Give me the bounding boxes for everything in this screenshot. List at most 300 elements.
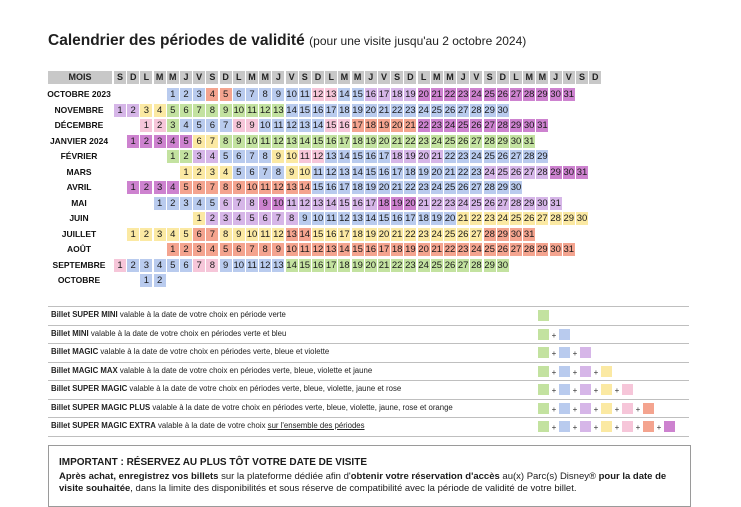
day-cell: 24 bbox=[471, 89, 482, 100]
day-cell: 13 bbox=[286, 135, 297, 147]
day-cell: 17 bbox=[339, 182, 350, 193]
day-cell: 31 bbox=[523, 135, 535, 147]
weekday-header: J bbox=[365, 71, 377, 84]
day-cell: 21 bbox=[431, 151, 443, 162]
plus-sign: + bbox=[614, 404, 620, 414]
day-cell: 4 bbox=[206, 150, 218, 163]
day-cell: 29 bbox=[537, 151, 548, 162]
day-cell: 23 bbox=[418, 135, 429, 147]
weekday-header: L bbox=[510, 71, 522, 84]
day-cell: 9 bbox=[272, 88, 284, 101]
day-cell: 27 bbox=[484, 120, 495, 131]
day-cell: 3 bbox=[140, 259, 152, 272]
day-cell: 15 bbox=[312, 135, 324, 147]
day-cell: 4 bbox=[167, 228, 179, 241]
important-notice bbox=[48, 445, 691, 507]
day-cell: 11 bbox=[299, 151, 310, 162]
day-cell: 2 bbox=[180, 88, 192, 101]
day-cell: 5 bbox=[220, 88, 232, 101]
plus-sign: + bbox=[572, 404, 578, 414]
day-cell: 8 bbox=[259, 243, 271, 256]
calendar-header-label: MOIS bbox=[48, 71, 112, 84]
day-cell: 18 bbox=[339, 104, 350, 116]
day-cell: 28 bbox=[484, 228, 495, 240]
period-swatch-green bbox=[538, 403, 549, 414]
day-cell: 24 bbox=[457, 197, 469, 209]
day-cell: 1 bbox=[180, 166, 192, 179]
period-swatches bbox=[538, 421, 675, 432]
month-label: SEPTEMBRE bbox=[52, 259, 106, 270]
day-cell: 2 bbox=[127, 259, 139, 272]
period-swatch-violet bbox=[580, 421, 591, 432]
day-cell: 29 bbox=[523, 197, 535, 209]
day-cell: 17 bbox=[405, 213, 416, 224]
day-cell: 24 bbox=[431, 228, 443, 240]
day-cell: 24 bbox=[418, 104, 429, 116]
day-cell: 24 bbox=[431, 182, 443, 193]
day-cell: 13 bbox=[286, 228, 297, 240]
day-cell: 5 bbox=[233, 166, 245, 179]
day-cell: 13 bbox=[273, 259, 284, 271]
day-cell: 7 bbox=[246, 88, 258, 101]
day-cell: 24 bbox=[444, 120, 456, 131]
weekday-header: L bbox=[325, 71, 337, 84]
day-cell: 19 bbox=[431, 213, 443, 224]
day-cell: 25 bbox=[457, 120, 469, 131]
day-cell: 10 bbox=[233, 259, 245, 271]
period-swatches bbox=[538, 403, 654, 414]
period-swatch-violet bbox=[580, 384, 591, 395]
day-cell: 28 bbox=[537, 166, 548, 178]
day-cell: 25 bbox=[444, 228, 456, 240]
day-cell: 20 bbox=[444, 213, 456, 224]
day-cell: 18 bbox=[365, 120, 377, 131]
period-swatch-pink bbox=[622, 403, 633, 414]
important-title: IMPORTANT : RÉSERVEZ AU PLUS TÔT VOTRE DATE DE VISITE bbox=[59, 457, 367, 468]
day-cell: 30 bbox=[497, 104, 509, 116]
ticket-row bbox=[48, 362, 689, 381]
weekday-header: M bbox=[246, 71, 258, 84]
ticket-row bbox=[48, 343, 689, 362]
day-cell: 31 bbox=[523, 228, 535, 240]
day-cell: 1 bbox=[193, 212, 205, 225]
day-cell: 23 bbox=[457, 244, 469, 255]
day-cell: 5 bbox=[167, 259, 179, 272]
day-cell: 14 bbox=[339, 151, 350, 162]
day-cell: 6 bbox=[259, 212, 271, 225]
day-cell: 16 bbox=[312, 104, 324, 116]
day-cell: 9 bbox=[233, 135, 245, 148]
day-cell: 23 bbox=[457, 89, 469, 100]
day-cell: 1 bbox=[127, 181, 139, 194]
day-cell: 7 bbox=[206, 228, 218, 241]
period-swatches bbox=[538, 384, 633, 395]
day-cell: 2 bbox=[180, 243, 192, 256]
day-cell: 19 bbox=[391, 197, 403, 209]
day-cell: 21 bbox=[405, 120, 416, 131]
period-swatch-yellow bbox=[601, 366, 612, 377]
day-cell: 26 bbox=[457, 228, 469, 240]
day-cell: 23 bbox=[471, 166, 482, 178]
ticket-row bbox=[48, 399, 689, 418]
day-cell: 2 bbox=[140, 135, 152, 148]
month-label: JUIN bbox=[69, 213, 89, 223]
day-cell: 28 bbox=[484, 182, 495, 193]
day-cell: 10 bbox=[259, 120, 271, 131]
day-cell: 27 bbox=[457, 104, 469, 116]
ticket-row bbox=[48, 380, 689, 399]
day-cell: 6 bbox=[193, 228, 205, 241]
plus-sign: + bbox=[551, 404, 557, 414]
day-cell: 25 bbox=[484, 89, 495, 100]
day-cell: 20 bbox=[365, 104, 377, 116]
period-swatch-green bbox=[538, 329, 549, 340]
weekday-header: V bbox=[286, 71, 298, 84]
period-swatch-blue bbox=[559, 366, 570, 377]
day-cell: 28 bbox=[523, 244, 535, 255]
ticket-row bbox=[48, 325, 689, 344]
weekday-header: V bbox=[470, 71, 482, 84]
day-cell: 29 bbox=[550, 166, 561, 178]
day-cell: 18 bbox=[391, 89, 403, 100]
day-cell: 22 bbox=[405, 228, 416, 240]
weekday-header: M bbox=[167, 71, 179, 84]
month-label: OCTOBRE bbox=[57, 275, 101, 285]
day-cell: 21 bbox=[418, 197, 429, 209]
day-cell: 4 bbox=[206, 243, 218, 256]
period-swatch-yellow bbox=[601, 421, 612, 432]
ticket-validity-text: valable à la date de votre choix en périodes verte et bleu bbox=[88, 328, 287, 338]
day-cell: 1 bbox=[154, 197, 166, 210]
day-cell: 27 bbox=[457, 259, 469, 271]
day-cell: 26 bbox=[457, 182, 469, 193]
day-cell: 5 bbox=[220, 150, 232, 163]
day-cell: 14 bbox=[339, 89, 350, 100]
day-cell: 6 bbox=[180, 259, 192, 272]
plus-sign: + bbox=[551, 349, 557, 358]
day-cell: 27 bbox=[510, 244, 522, 255]
day-cell: 19 bbox=[365, 228, 377, 240]
day-cell: 21 bbox=[431, 89, 443, 100]
period-swatch-blue bbox=[559, 384, 570, 395]
day-cell: 7 bbox=[272, 212, 284, 225]
day-cell: 30 bbox=[510, 135, 522, 147]
day-cell: 10 bbox=[273, 197, 284, 209]
day-cell: 23 bbox=[444, 197, 456, 209]
day-cell: 27 bbox=[471, 182, 482, 193]
day-cell: 11 bbox=[260, 135, 271, 147]
day-cell: 24 bbox=[418, 259, 429, 271]
day-cell: 28 bbox=[523, 89, 535, 100]
ticket-validity-text: valable à la date de votre choix en périodes verte, bleue, violette, jaune et rose bbox=[127, 384, 402, 393]
day-cell: 14 bbox=[286, 259, 297, 271]
plus-sign: + bbox=[593, 386, 599, 395]
plus-sign: + bbox=[572, 367, 578, 377]
day-cell: 2 bbox=[154, 119, 166, 132]
day-cell: 28 bbox=[497, 120, 509, 131]
day-cell: 29 bbox=[497, 135, 509, 147]
period-swatch-orange bbox=[643, 421, 654, 432]
weekday-header: V bbox=[193, 71, 205, 84]
day-cell: 30 bbox=[550, 244, 561, 255]
ticket-name: Billet MINI bbox=[51, 328, 89, 338]
day-cell: 10 bbox=[286, 151, 297, 162]
day-cell: 27 bbox=[510, 151, 522, 162]
ticket-description bbox=[51, 366, 372, 375]
day-cell: 22 bbox=[457, 166, 469, 178]
day-cell: 28 bbox=[510, 197, 522, 209]
day-cell: 1 bbox=[167, 88, 179, 101]
day-cell: 18 bbox=[391, 151, 403, 162]
ticket-name: Billet SUPER MINI bbox=[51, 310, 118, 319]
day-cell: 7 bbox=[206, 181, 218, 194]
day-cell: 20 bbox=[418, 89, 429, 100]
day-cell: 12 bbox=[312, 244, 324, 255]
day-cell: 12 bbox=[259, 259, 271, 271]
day-cell: 8 bbox=[272, 166, 284, 179]
day-cell: 5 bbox=[193, 119, 205, 132]
day-cell: 13 bbox=[273, 104, 284, 116]
day-cell: 29 bbox=[497, 182, 509, 193]
day-cell: 7 bbox=[259, 166, 271, 179]
day-cell: 11 bbox=[299, 244, 310, 255]
day-cell: 25 bbox=[471, 197, 482, 209]
day-cell: 31 bbox=[563, 244, 575, 255]
day-cell: 8 bbox=[259, 150, 271, 163]
day-cell: 30 bbox=[510, 228, 522, 240]
day-cell: 13 bbox=[325, 244, 337, 255]
day-cell: 16 bbox=[391, 213, 403, 224]
day-cell: 20 bbox=[365, 259, 377, 271]
day-cell: 21 bbox=[444, 166, 456, 178]
day-cell: 26 bbox=[444, 104, 456, 116]
day-cell: 12 bbox=[273, 135, 284, 147]
day-cell: 15 bbox=[312, 182, 324, 193]
weekday-header: V bbox=[378, 71, 390, 84]
day-cell: 29 bbox=[497, 228, 509, 240]
ticket-description bbox=[51, 310, 286, 319]
weekday-header: D bbox=[127, 71, 139, 84]
period-swatch-pink bbox=[622, 384, 633, 395]
day-cell: 21 bbox=[391, 228, 403, 240]
weekday-header: M bbox=[259, 71, 271, 84]
day-cell: 5 bbox=[246, 212, 258, 225]
weekday-header: L bbox=[140, 71, 152, 84]
day-cell: 14 bbox=[312, 120, 324, 131]
day-cell: 4 bbox=[154, 104, 166, 117]
ticket-validity-text: valable à la date de votre choix en périodes verte, bleue, violette et jaune bbox=[117, 365, 373, 375]
day-cell: 20 bbox=[418, 244, 429, 255]
ticket-row bbox=[48, 417, 689, 437]
day-cell: 19 bbox=[418, 166, 429, 178]
day-cell: 5 bbox=[220, 243, 232, 256]
day-cell: 11 bbox=[286, 197, 297, 209]
day-cell: 8 bbox=[286, 212, 298, 225]
period-swatch-violet bbox=[580, 347, 591, 358]
day-cell: 12 bbox=[273, 228, 284, 240]
day-cell: 1 bbox=[114, 259, 126, 272]
day-cell: 16 bbox=[365, 151, 377, 162]
day-cell: 26 bbox=[484, 197, 495, 209]
day-cell: 26 bbox=[497, 151, 509, 162]
day-cell: 18 bbox=[352, 135, 363, 147]
day-cell: 11 bbox=[299, 89, 310, 100]
day-cell: 16 bbox=[325, 135, 337, 147]
day-cell: 12 bbox=[312, 89, 324, 100]
day-cell: 4 bbox=[167, 181, 179, 194]
day-cell: 29 bbox=[510, 120, 522, 131]
day-cell: 7 bbox=[246, 150, 258, 163]
day-cell: 3 bbox=[140, 104, 152, 117]
month-label: OCTOBRE 2023 bbox=[47, 89, 111, 99]
day-cell: 14 bbox=[299, 228, 311, 240]
period-swatches bbox=[538, 347, 591, 358]
ticket-name: Billet SUPER MAGIC bbox=[51, 384, 128, 393]
weekday-header: M bbox=[338, 71, 350, 84]
day-cell: 21 bbox=[378, 259, 390, 271]
day-cell: 13 bbox=[339, 166, 350, 178]
weekday-header: M bbox=[352, 71, 364, 84]
day-cell: 11 bbox=[313, 166, 323, 178]
important-bold-2: obtenir votre réservation d'accès bbox=[350, 471, 500, 482]
day-cell: 26 bbox=[510, 166, 522, 178]
day-cell: 16 bbox=[325, 182, 337, 193]
day-cell: 6 bbox=[220, 197, 232, 210]
day-cell: 26 bbox=[497, 244, 509, 255]
day-cell: 31 bbox=[563, 89, 575, 100]
month-label: FÉVRIER bbox=[60, 151, 98, 161]
day-cell: 3 bbox=[154, 228, 166, 241]
day-cell: 4 bbox=[154, 259, 166, 272]
period-swatch-pink bbox=[622, 421, 633, 432]
day-cell: 21 bbox=[391, 182, 403, 193]
day-cell: 3 bbox=[193, 88, 205, 101]
day-cell: 3 bbox=[154, 181, 166, 194]
ticket-name: Billet MAGIC bbox=[51, 347, 99, 356]
day-cell: 10 bbox=[246, 228, 258, 240]
day-cell: 25 bbox=[510, 213, 522, 224]
weekday-header: J bbox=[550, 71, 562, 84]
day-cell: 19 bbox=[352, 259, 363, 271]
day-cell: 8 bbox=[246, 197, 258, 210]
important-text-3: , dans la limite des disponibilités et sous réserve de compatibilité avec la période de validité de votre billet. bbox=[130, 483, 577, 494]
plus-sign: + bbox=[614, 423, 620, 432]
day-cell: 8 bbox=[220, 228, 232, 241]
day-cell: 22 bbox=[418, 120, 429, 131]
ticket-validity-text: valable à la date de votre choix en période verte bbox=[117, 310, 286, 319]
title-subtitle: (pour une visite jusqu'au 2 octobre 2024) bbox=[309, 34, 527, 48]
day-cell: 12 bbox=[325, 166, 337, 178]
day-cell: 27 bbox=[497, 197, 509, 209]
day-cell: 24 bbox=[431, 135, 443, 147]
weekday-header: S bbox=[114, 71, 126, 84]
important-text-1: sur la plateforme dédiée afin d' bbox=[218, 471, 351, 482]
month-label: MARS bbox=[66, 166, 92, 177]
day-cell: 14 bbox=[286, 104, 297, 116]
day-cell: 20 bbox=[378, 182, 390, 193]
day-cell: 10 bbox=[246, 135, 258, 147]
day-cell: 23 bbox=[418, 228, 429, 240]
day-cell: 6 bbox=[233, 150, 245, 163]
day-cell: 15 bbox=[365, 166, 377, 178]
day-cell: 5 bbox=[167, 104, 179, 117]
day-cell: 27 bbox=[537, 213, 548, 224]
ticket-validity-text: valable à la date de votre choix en périodes verte, bleue, violette, jaune, rose et orange bbox=[150, 402, 453, 412]
day-cell: 21 bbox=[457, 213, 469, 224]
day-cell: 7 bbox=[193, 104, 205, 117]
weekday-header: D bbox=[497, 71, 509, 84]
day-cell: 15 bbox=[352, 89, 363, 100]
period-swatch-blue bbox=[559, 329, 570, 340]
day-cell: 31 bbox=[550, 197, 561, 209]
period-swatch-orange bbox=[643, 403, 654, 414]
weekday-header: J bbox=[457, 71, 469, 84]
day-cell: 23 bbox=[418, 182, 429, 193]
day-cell: 21 bbox=[378, 104, 390, 116]
day-cell: 29 bbox=[537, 89, 548, 100]
day-cell: 9 bbox=[259, 197, 271, 210]
day-cell: 11 bbox=[260, 228, 271, 240]
day-cell: 22 bbox=[444, 151, 456, 162]
day-cell: 25 bbox=[497, 166, 509, 178]
day-cell: 8 bbox=[220, 181, 232, 194]
day-cell: 21 bbox=[431, 244, 443, 255]
day-cell: 27 bbox=[471, 228, 482, 240]
month-label: MAI bbox=[71, 197, 87, 208]
weekday-header: V bbox=[563, 71, 575, 84]
period-swatch-violet bbox=[580, 403, 591, 414]
weekday-header: M bbox=[431, 71, 443, 84]
important-bold-3: pour la date de visite souhaitée bbox=[59, 471, 667, 494]
day-cell: 1 bbox=[114, 104, 126, 117]
plus-sign: + bbox=[572, 349, 578, 358]
day-cell: 20 bbox=[431, 166, 443, 178]
day-cell: 18 bbox=[418, 213, 429, 224]
day-cell: 9 bbox=[220, 259, 232, 272]
day-cell: 4 bbox=[180, 119, 192, 132]
day-cell: 3 bbox=[154, 135, 166, 148]
weekday-header: S bbox=[576, 71, 588, 84]
day-cell: 9 bbox=[286, 166, 298, 179]
period-swatch-green bbox=[538, 384, 549, 395]
day-cell: 9 bbox=[233, 181, 245, 194]
day-cell: 19 bbox=[365, 182, 377, 193]
day-cell: 13 bbox=[286, 182, 297, 193]
day-cell: 14 bbox=[365, 213, 377, 224]
day-cell: 19 bbox=[352, 104, 363, 116]
day-cell: 2 bbox=[193, 166, 205, 179]
plus-sign: + bbox=[635, 423, 641, 432]
day-cell: 23 bbox=[405, 259, 416, 271]
plus-sign: + bbox=[593, 423, 599, 432]
period-swatches bbox=[538, 366, 612, 377]
day-cell: 30 bbox=[497, 259, 509, 271]
weekday-header: D bbox=[220, 71, 232, 84]
ticket-description bbox=[51, 421, 365, 430]
weekday-header: S bbox=[299, 71, 311, 84]
day-cell: 17 bbox=[365, 197, 377, 209]
weekday-header: J bbox=[272, 71, 284, 84]
day-cell: 6 bbox=[246, 166, 258, 179]
day-cell: 17 bbox=[352, 120, 363, 131]
day-cell: 16 bbox=[378, 166, 390, 178]
day-cell: 20 bbox=[418, 151, 429, 162]
plus-sign: + bbox=[572, 386, 578, 395]
day-cell: 8 bbox=[220, 135, 232, 148]
day-cell: 9 bbox=[220, 104, 232, 117]
weekday-header: S bbox=[206, 71, 218, 84]
day-cell: 9 bbox=[272, 150, 284, 163]
